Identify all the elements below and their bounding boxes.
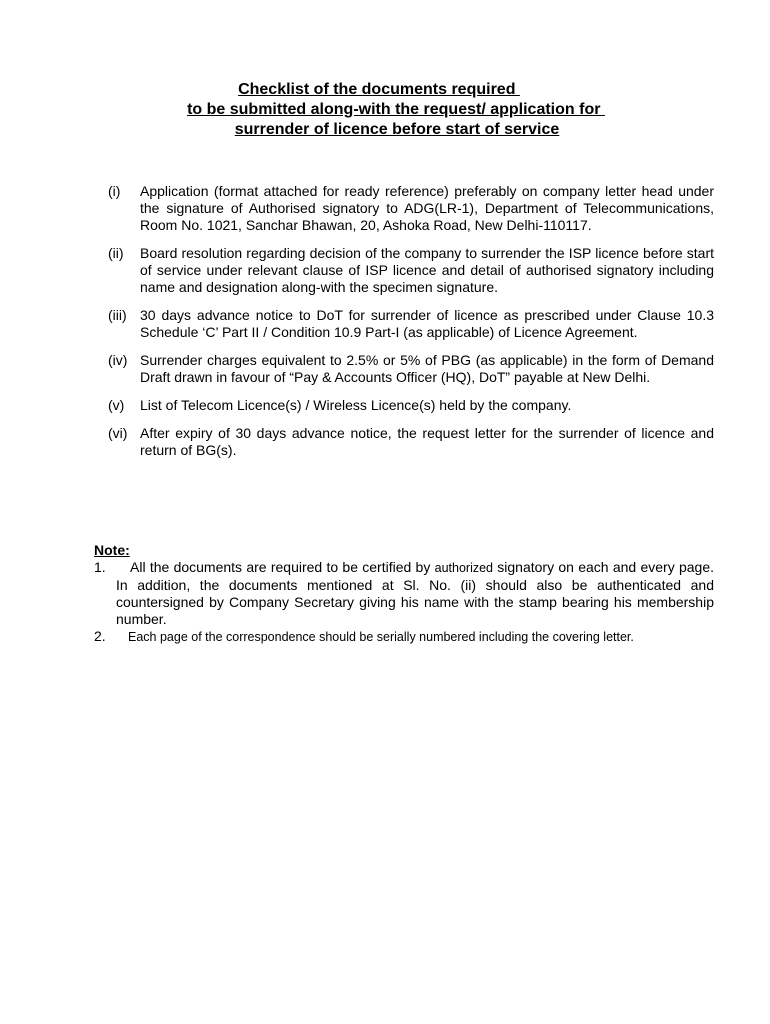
checklist-item [108, 425, 714, 459]
item-text: List of Telecom Licence(s) / Wireless Licence(s) held by the company. [140, 397, 572, 413]
item-number: (iv) [108, 352, 128, 368]
item-number: (ii) [108, 245, 124, 261]
checklist-item [108, 352, 714, 386]
note-text: Each page of the correspondence should be serially numbered including the covering letter. [128, 630, 634, 644]
item-number: (vi) [108, 425, 128, 441]
item-number: (i) [108, 183, 121, 199]
title-line-2: to be submitted along-with the request/ application for [187, 101, 605, 118]
checklist [108, 183, 714, 470]
item-text: Board resolution regarding decision of the company to surrender the ISP licence before start of service under relevant clause of ISP licence and detail of authorised signatory including name and designation along-with the specimen signature. [140, 245, 714, 295]
item-text: 30 days advance notice to DoT for surrender of licence as prescribed under Clause 10.3 Schedule ‘C’ Part II / Condition 10.9 Part-I (as applicable) of Licence Agreement. [140, 307, 714, 340]
checklist-item [108, 397, 714, 414]
note-number: 1. [94, 559, 106, 575]
note-text-small: authorized [434, 561, 493, 575]
title-line-3: surrender of licence before start of service [234, 121, 560, 138]
note-section [94, 542, 714, 646]
document-title [0, 80, 770, 140]
note-text: signatory on each and every page. In addition, the documents mentioned at Sl. No. (ii) should also be authenticated and countersigned by Company Secretary giving his name with the stamp bearing his membership number. [116, 559, 715, 627]
item-text: Surrender charges equivalent to 2.5% or 5% of PBG (as applicable) in the form of Demand Draft drawn in favour of “Pay & Accounts Officer (HQ), DoT” payable at New Delhi. [140, 352, 714, 385]
note-number: 2. [94, 628, 106, 644]
note-item [92, 628, 714, 646]
note-text: All the documents are required to be certified by [130, 559, 435, 575]
note-item [93, 559, 714, 628]
item-text: Application (format attached for ready reference) preferably on company letter head under the signature of Authorised signatory to ADG(LR-1), Department of Telecommunications, Room No. 1021, Sanchar Bhawan, 20, Ashoka Road, New Delhi-110117. [140, 183, 714, 233]
title-line-1: Checklist of the documents required [238, 81, 520, 98]
item-text: After expiry of 30 days advance notice, the request letter for the surrender of licence and return of BG(s). [140, 425, 714, 458]
checklist-item [108, 183, 714, 234]
checklist-item [108, 245, 714, 296]
item-number: (iii) [108, 307, 127, 323]
item-number: (v) [108, 397, 125, 413]
checklist-item [108, 307, 714, 341]
note-label: Note: [94, 542, 130, 558]
